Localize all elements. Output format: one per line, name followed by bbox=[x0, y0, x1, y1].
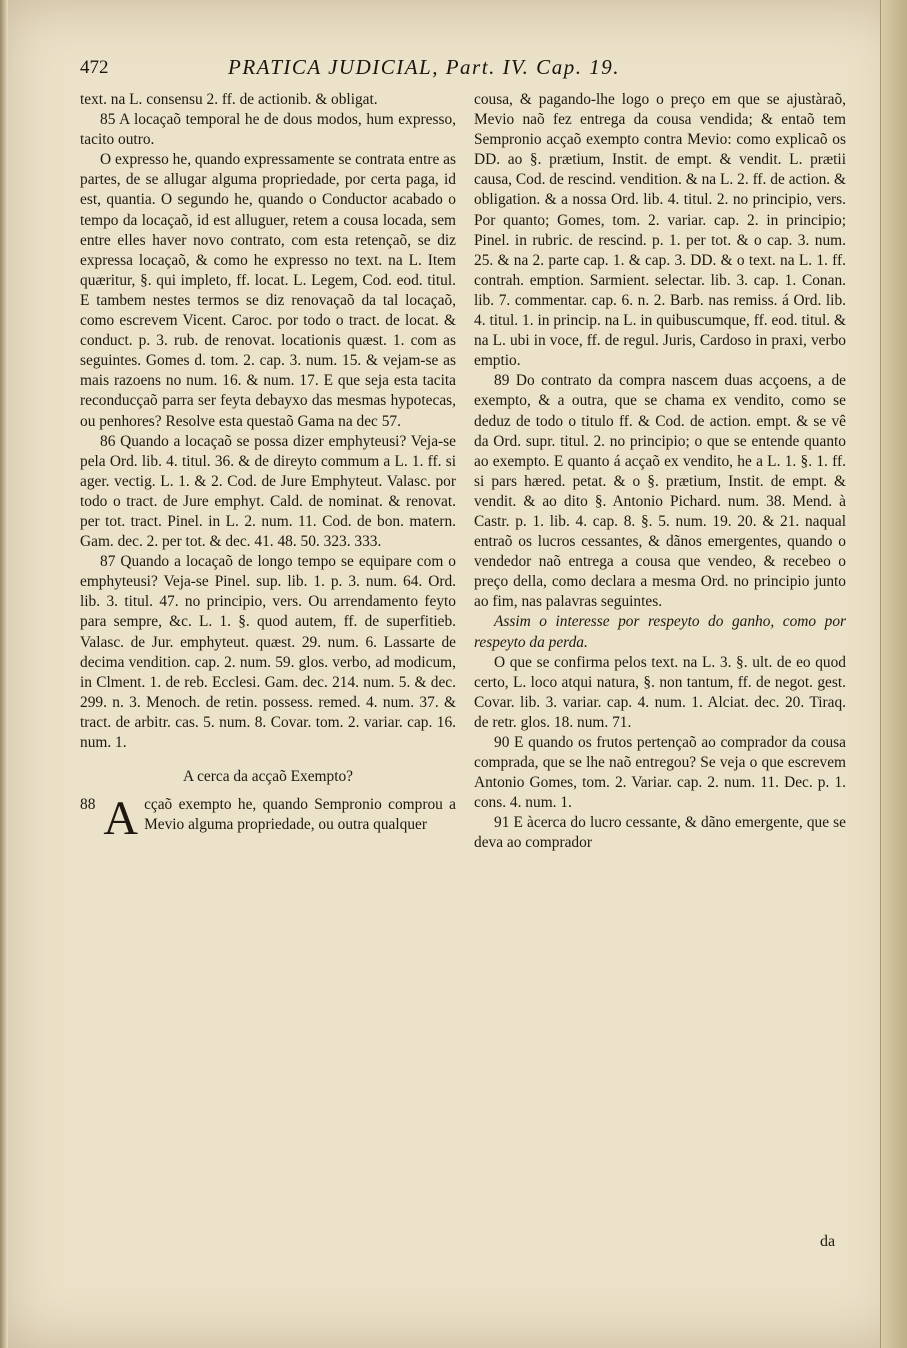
page-gutter bbox=[0, 0, 8, 1348]
section-number: 88 bbox=[80, 796, 96, 814]
paragraph: text. na L. consensu 2. ff. de actionib. & obligat. bbox=[80, 91, 378, 108]
paragraph: O expresso he, quando expressamente se contrata entre as partes, de se allugar alguma propriedade, por certa paga, id est, quantia. O segundo he, quando o Conductor acabado o tempo da locaçaõ, id est alluguer, retem a cousa locada, sem entre elles haver novo contrato, com esta retençaõ, se diz expressa locaçaõ, & como he expresso no text. na L. Item quæritur, §. qui impleto, ff. locat. L. Legem, Cod. eod. titul. E tambem nestes termos se diz renovaçaõ da tal locaçaõ, como escrevem Vicent. Caroc. por todo o tract. de locat. & conduct. p. 3. rub. de renovat. locationis quæst. 1. com as seguintes. Gomes d. tom. 2. cap. 3. num. 15. & vejam-se as mais razoens no num. 16. & num. 17. E que seja esta tacita reconducçaõ parra ser feyta debayxo das mesmas hypotecas, ou penhores? Resolve esta questaõ Gama na dec 57. bbox=[80, 151, 456, 430]
right-column bbox=[474, 90, 846, 854]
drop-cap: A bbox=[103, 792, 139, 846]
catchword: da bbox=[820, 1233, 836, 1250]
paragraph: cousa, & pagando-lhe logo o preço em que se ajustàraõ, Mevio naõ fez entrega da cousa vendida; & entaõ tem Sempronio acçaõ exempto contra Mevio: como explicaõ os DD. ao §. prætium, Instit. de empt. & vendit. L. prætii causa, Cod. de rescind. vendition. & na L. 2. ff. de action. & obligation. & a nossa Ord. lib. 4. titul. 2. no principio, vers. Por quanto; Gomes, tom. 2. variar. cap. 2. in principio; Pinel. in rubric. de rescind. p. 1. per tot. & o cap. 3. num. 25. & na 2. parte cap. 1. & cap. 3. DD. & o text. na L. 1. ff. contrah. emption. Sarmient. selectar. lib. 3. cap. 1. Conan. lib. 7. commentar. cap. 6. n. 2. Barb. nas remiss. á Ord. lib. 4. titul. 1. in princip. na L. in quibuscumque, ff. eod. titul. & na L. ubi in voce, ff. de regul. Juris, Cardoso in praxi, verbo emptio. bbox=[474, 91, 846, 370]
paragraph: 87 Quando a locaçaõ de longo tempo se equipare com o emphyteusi? Veja-se Pinel. sup. lib. 1. p. 3. num. 64. Ord. lib. 3. titul. 47. no principio, vers. Ou arrendamento feyto para sempre, &c. L. 1. §. quod autem, ff. de superfitieb. Valasc. de Jur. emphyteut. quæst. 29. num. 6. Lassarte de decima vendition. cap. 2. num. 59. glos. verbo, ad modicum, in Clment. 1. de reb. Ecclesi. Gam. dec. 214. num. 5. & dec. 299. n. 3. Menoch. de retin. possess. remed. 4. num. 37. & tract. de arbitr. cas. 5. num. 8. Covar. tom. 2. variar. cap. 16. num. 1. bbox=[80, 553, 456, 751]
paragraph: 89 Do contrato da compra nascem duas acçoens, a de exempto, & a outra, que se chama ex vendito, como se deduz de todo o titulo ff. & Cod. de action. empt. & se vê da Ord. supr. titul. 2. no principio; o que se entende quanto ao exempto. E quanto á acçaõ ex vendito, he a L. 1. §. 1. ff. si pars hæred. petat. & o §. prætium, Instit. de empt. & vendit. & ao dito §. Antonio Pichard. num. 38. Mend. à Castr. p. 1. lib. 4. cap. 8. §. 5. num. 19. 20. & 21. naqual entraõ os lucros cessantes, & dãnos emergentes, quando o vendedor naõ entrega a cousa que vendeo, & recebeo o preço della, como declara a mesma Ord. no principio junto ao fim, nas palavras seguintes. bbox=[474, 372, 846, 611]
paragraph-text: cçaõ exempto he, quando Sempronio comprou a Mevio alguma propriedade, ou outra qualquer bbox=[144, 796, 456, 834]
page-number: 472 bbox=[80, 57, 109, 78]
page-header bbox=[80, 55, 810, 91]
paragraph: 86 Quando a locaçaõ se possa dizer emphyteusi? Veja-se pela Ord. lib. 4. titul. 36. & de direyto commum a L. 1. ff. si ager. vectig. L. 1. & 2. Cod. de Jure Emphyteut. Valasc. por todo o tract. de Jure emphyt. Cald. de nominat. & renovat. per tot. tract. Pinel. in L. 2. num. 11. Cod. de bon. matern. Gam. dec. 2. per tot. & dec. 41. 48. 50. 323. 333. bbox=[80, 432, 456, 551]
paragraph bbox=[80, 792, 456, 846]
section-heading: A cerca da acçaõ Exempto? bbox=[182, 768, 354, 786]
quotation: Assim o interesse por respeyto do ganho, como por respeyto da perda. bbox=[474, 613, 846, 651]
paragraph: O que se confirma pelos text. na L. 3. §. ult. de eo quod certo, L. loco atqui natura, §. non tantum, ff. de negot. gest. Covar. lib. 3. variar. cap. 4. num. 1. Alciat. dec. 20. Tiraq. de retr. glos. 18. num. 71. bbox=[474, 653, 846, 731]
paragraph: 90 E quando os frutos pertençaõ ao comprador da cousa comprada, que se lhe naõ entregou? Se veja o que escrevem Antonio Gomes, tom. 2. Variar. cap. 2. num. 11. Dec. p. 1. cons. 4. num. 1. bbox=[474, 734, 846, 812]
left-column bbox=[80, 90, 456, 846]
page-edge bbox=[880, 0, 907, 1348]
paragraph: 85 A locaçaõ temporal he de dous modos, hum expresso, tacito outro. bbox=[80, 111, 456, 149]
paragraph: 91 E àcerca do lucro cessante, & dãno emergente, que se deva ao comprador bbox=[474, 814, 846, 852]
running-title: PRATICA JUDICIAL, Part. IV. Cap. 19. bbox=[228, 55, 620, 79]
